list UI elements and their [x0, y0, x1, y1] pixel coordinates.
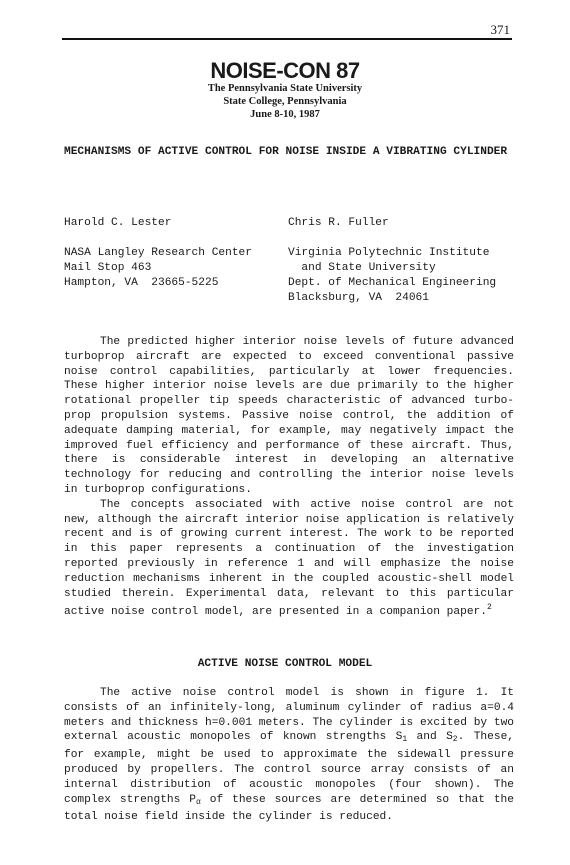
paragraph-1: The predicted higher interior noise levels of future advanced turboprop aircraft are expected to exceed conventional passive noise control capabilities, particularly at lower frequencies. These higher interior noise levels are due primarily to the higher rotational propeller tip speeds characteristic of advanced turbo-prop propulsion systems. Passive noise control, the addition of adequate damping material, for example, may negatively impact the improved fuel efficiency and performance of these aircraft. Thus, there is considerable interest in developing an alternative technology for reducing and controlling the interior noise levels in turboprop configurations.	[64, 336, 514, 496]
author-2-affil-1: Virginia Polytechnic Institute	[288, 247, 490, 259]
subscript-1: 1	[402, 735, 408, 745]
section-heading: ACTIVE NOISE CONTROL MODEL	[197, 658, 373, 670]
subscript-2: 2	[452, 735, 458, 745]
symbol-p: P	[189, 793, 197, 806]
author-1-name: Harold C. Lester	[64, 217, 172, 229]
author-2-affil-3: Dept. of Mechanical Engineering	[288, 277, 497, 289]
section-text-part-1: The active noise control model is shown in figure 1. It consists of an infinitely-long, aluminum cylinder of radius a=0.4 meters and thickness h=0.001 meters. The cylinder is excited by two external acoustic monopoles of known strengths	[64, 687, 514, 744]
section-text-part-2: . These, for example, might be used to approximate the sidewall pressure produced by propellers. The control source array consists of an internal distribution of acoustic monopoles (four shown). The complex strengths	[64, 731, 514, 806]
subscript-alpha: α	[196, 797, 201, 807]
paragraph-2	[64, 498, 514, 620]
author-2-affil-2: and State University	[288, 262, 436, 274]
section-text-part-3: of these sources are determined so that the total noise field inside the cylinder is reduced.	[64, 793, 514, 824]
paper-title: MECHANISMS OF ACTIVE CONTROL FOR NOISE INSIDE A VIBRATING CYLINDER	[64, 146, 508, 158]
symbol-s1: S	[395, 731, 403, 744]
venue-date: June 8-10, 1987	[250, 109, 320, 120]
conference-title: NOISE-CON 87	[210, 58, 360, 83]
author-1-affil-3: Hampton, VA 23665-5225	[64, 277, 219, 289]
footnote-mark: 2	[486, 603, 492, 613]
venue-university: The Pennsylvania State University	[207, 83, 363, 94]
author-2-name: Chris R. Fuller	[288, 217, 389, 229]
symbol-s2: S	[446, 731, 453, 744]
author-1-affil-2: Mail Stop 463	[64, 262, 152, 274]
header-rule	[62, 38, 512, 40]
page-number: 371	[490, 22, 510, 37]
paragraph-2-text: The concepts associated with active noise control are not new, although the aircraft interior noise application is relatively recent and is of growing current interest. The work to be reported in this paper represents a continuation of the investigation reported previously in reference 1 and will emphasize the noise reduction mechanisms inherent in the coupled acoustic-shell model studied therein. Experimental data, relevant to this particular active noise control model, are presented in a companion paper.	[64, 498, 514, 619]
section-text-and: and	[407, 731, 447, 744]
venue-city: State College, Pennsylvania	[223, 96, 347, 107]
section-text	[64, 686, 514, 825]
section-paragraph	[64, 686, 514, 825]
author-2-affil-4: Blacksburg, VA 24061	[288, 292, 429, 304]
author-1-affil-1: NASA Langley Research Center	[64, 247, 252, 259]
intro-text	[64, 335, 514, 620]
